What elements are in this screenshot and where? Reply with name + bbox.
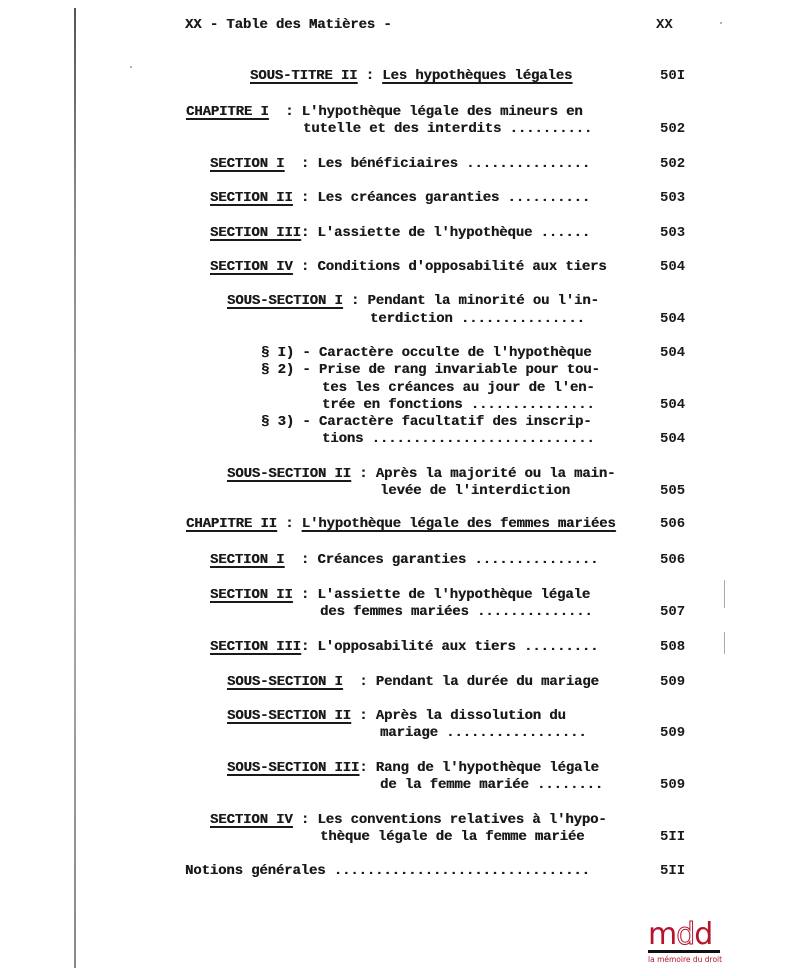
toc-notions-generales: Notions générales ............................... xyxy=(185,863,590,879)
toc-paragraph xyxy=(261,414,591,431)
toc-separator: : xyxy=(300,225,318,241)
toc-page: 509 xyxy=(660,725,686,741)
toc-section xyxy=(210,156,590,173)
toc-text-cont: trée en fonctions ............... xyxy=(322,397,595,413)
toc-page: 506 xyxy=(660,552,686,568)
toc-text: Conditions d'opposabilité aux tiers xyxy=(317,259,607,275)
toc-text-cont: de la femme mariée ........ xyxy=(380,777,604,793)
toc-label: SOUS-SECTION III xyxy=(227,760,360,776)
toc-page: 5II xyxy=(660,863,686,879)
toc-page: 5II xyxy=(660,829,686,845)
toc-separator: : xyxy=(342,293,368,309)
right-margin-mark xyxy=(724,580,725,608)
toc-paragraph xyxy=(261,345,591,362)
toc-sous-section xyxy=(227,293,599,310)
toc-text: Caractère occulte de l'hypothèque xyxy=(318,345,592,361)
logo-caption: la mémoire du droit xyxy=(648,955,723,964)
toc-page: 507 xyxy=(660,604,686,620)
toc-page: 504 xyxy=(660,431,686,447)
toc-label: SOUS-SECTION I xyxy=(227,674,343,690)
toc-section xyxy=(210,639,598,656)
toc-page: 504 xyxy=(660,345,686,361)
toc-text-cont: terdiction ............... xyxy=(370,311,585,327)
toc-page: 503 xyxy=(660,225,686,241)
toc-text: Les créances garanties .......... xyxy=(317,190,591,206)
toc-label: SECTION I xyxy=(210,156,285,172)
toc-label: SOUS-SECTION II xyxy=(227,708,351,724)
toc-label: SECTION II xyxy=(210,587,293,603)
toc-label: CHAPITRE II xyxy=(186,516,277,532)
toc-title: L'hypothèque légale des femmes mariées xyxy=(301,516,616,532)
toc-page: 504 xyxy=(660,311,686,327)
toc-label: SECTION III xyxy=(210,225,301,241)
toc-separator: : xyxy=(357,68,383,84)
toc-text: Les conventions relatives à l'hypo- xyxy=(317,812,607,828)
toc-separator: : xyxy=(300,639,318,655)
toc-label: SECTION IV xyxy=(210,812,293,828)
toc-soustitre xyxy=(250,68,572,85)
toc-text-cont: des femmes mariées .............. xyxy=(320,604,593,620)
toc-separator: : xyxy=(359,760,376,776)
toc-separator: : xyxy=(284,156,318,172)
toc-section xyxy=(210,259,607,276)
toc-page: 504 xyxy=(660,259,686,275)
toc-section xyxy=(210,587,590,604)
toc-label: § 3) - xyxy=(261,414,319,430)
logo-mark: mdd xyxy=(648,917,713,952)
toc-separator: : xyxy=(276,516,302,532)
toc-text: L'hypothèque légale des mineurs en xyxy=(301,104,583,120)
toc-label: SECTION IV xyxy=(210,259,293,275)
toc-text: Pendant la minorité ou l'in- xyxy=(367,293,599,309)
toc-separator: : xyxy=(284,552,318,568)
toc-section xyxy=(210,812,607,829)
mdd-logo xyxy=(648,917,728,970)
toc-page: 508 xyxy=(660,639,686,655)
toc-text: Après la majorité ou la main- xyxy=(375,466,616,482)
toc-label: CHAPITRE I xyxy=(186,104,269,120)
toc-label: SECTION I xyxy=(210,552,285,568)
toc-text-cont: tes les créances au jour de l'en- xyxy=(322,380,595,396)
toc-page: 503 xyxy=(660,190,686,206)
toc-separator: : xyxy=(292,190,318,206)
toc-text: L'assiette de l'hypothèque ...... xyxy=(317,225,591,241)
toc-text: L'opposabilité aux tiers ......... xyxy=(317,639,599,655)
toc-label: SOUS-SECTION I xyxy=(227,293,343,309)
toc-chapitre-2 xyxy=(186,516,616,533)
toc-text: Prise de rang invariable pour tou- xyxy=(318,362,600,378)
toc-page: 509 xyxy=(660,674,686,690)
toc-text: Les bénéficiaires ............... xyxy=(317,156,591,172)
toc-text: Rang de l'hypothèque légale xyxy=(375,760,599,776)
toc-separator: : xyxy=(350,466,376,482)
toc-text-cont: tutelle et des interdits .......... xyxy=(303,121,593,137)
toc-separator: : xyxy=(350,708,376,724)
scan-speck xyxy=(130,66,132,68)
toc-sous-section xyxy=(227,708,566,725)
page-header-title: XX - Table des Matières - xyxy=(185,17,392,33)
toc-sous-section xyxy=(227,674,599,691)
toc-label: SECTION III xyxy=(210,639,301,655)
toc-title: Les hypothèques légales xyxy=(382,68,573,84)
toc-page: 502 xyxy=(660,121,686,137)
toc-text: Après la dissolution du xyxy=(375,708,566,724)
scan-speck xyxy=(720,22,722,24)
toc-chapitre-1 xyxy=(186,104,583,121)
toc-text: Pendant la durée du mariage xyxy=(375,674,599,690)
toc-page: 50I xyxy=(660,68,686,84)
toc-page: 502 xyxy=(660,156,686,172)
toc-text: Caractère facultatif des inscrip- xyxy=(318,414,592,430)
toc-page: 505 xyxy=(660,483,686,499)
right-margin-mark xyxy=(724,632,725,654)
toc-label: § 2) - xyxy=(261,362,319,378)
toc-text-cont: thèque légale de la femme mariée xyxy=(320,829,585,845)
toc-text-cont: mariage ................. xyxy=(380,725,587,741)
toc-separator: : xyxy=(342,674,376,690)
toc-separator: : xyxy=(292,259,318,275)
toc-separator: : xyxy=(268,104,302,120)
page-header-number: XX xyxy=(656,17,673,33)
toc-section xyxy=(210,190,590,207)
toc-sous-section xyxy=(227,760,599,777)
toc-page: 509 xyxy=(660,777,686,793)
toc-sous-section xyxy=(227,466,615,483)
toc-section xyxy=(210,552,598,569)
toc-page: 504 xyxy=(660,397,686,413)
toc-page: 506 xyxy=(660,516,686,532)
toc-text-cont: tions ........................... xyxy=(322,431,595,447)
left-margin-line xyxy=(74,8,76,968)
toc-text: L'assiette de l'hypothèque légale xyxy=(317,587,591,603)
toc-label: SOUS-TITRE II xyxy=(250,68,358,84)
toc-separator: : xyxy=(292,587,318,603)
toc-paragraph xyxy=(261,362,600,379)
toc-label: § I) - xyxy=(261,345,319,361)
toc-label: SOUS-SECTION II xyxy=(227,466,351,482)
toc-text: Créances garanties ............... xyxy=(317,552,599,568)
toc-text-cont: levée de l'interdiction xyxy=(380,483,571,499)
toc-label: SECTION II xyxy=(210,190,293,206)
toc-section xyxy=(210,225,590,242)
toc-separator: : xyxy=(292,812,318,828)
